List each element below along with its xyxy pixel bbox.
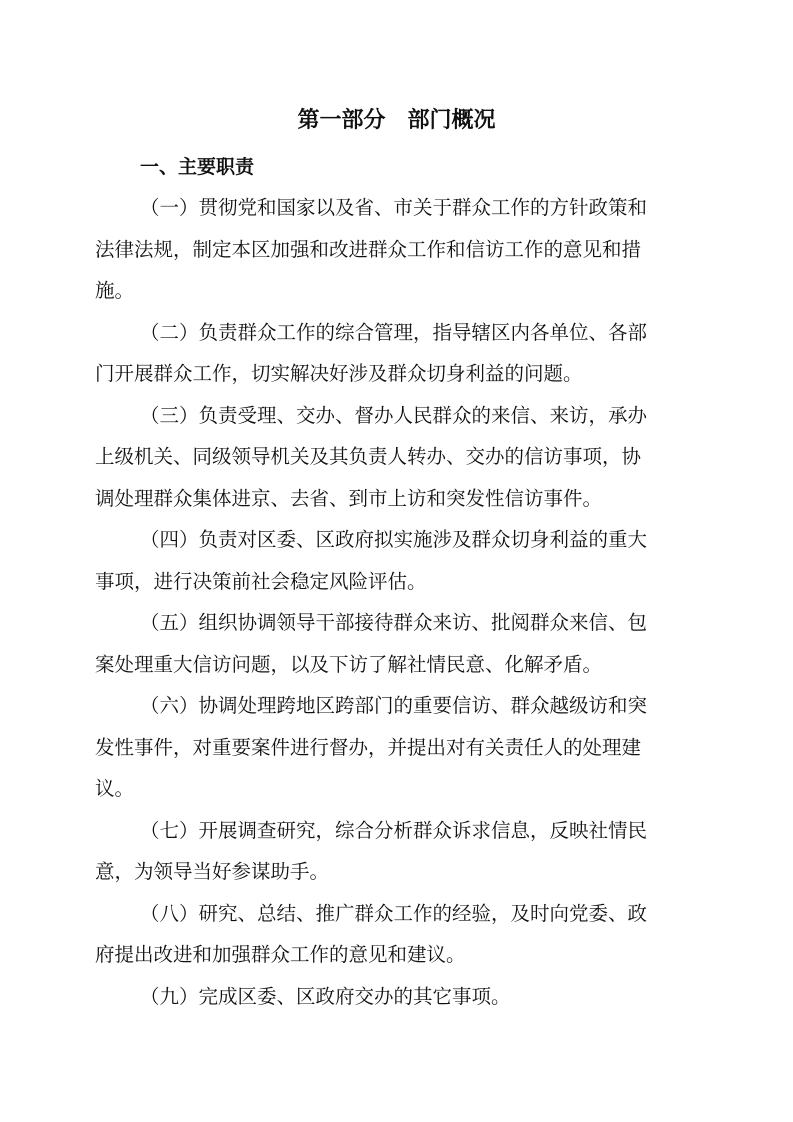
duty-paragraph-8 <box>95 893 685 976</box>
duty-paragraph-1 <box>95 187 685 312</box>
paragraph-line: （五）组织协调领导干部接待群众来访、批阅群众来信、包 <box>140 611 648 634</box>
paragraph-line: （三）负责受理、交办、督办人民群众的来信、来访，承办 <box>140 403 648 427</box>
document-body <box>95 187 685 1017</box>
paragraph-line: 施。 <box>95 279 135 302</box>
duty-paragraph-4 <box>95 519 685 602</box>
duty-paragraph-2 <box>95 312 685 395</box>
paragraph-line: （二）负责群众工作的综合管理，指导辖区内各单位、各部 <box>140 320 648 344</box>
paragraph-line: 府提出改进和加强群众工作的意见和建议。 <box>95 943 466 966</box>
paragraph-line: 案处理重大信访问题，以及下访了解社情民意、化解矛盾。 <box>95 652 603 676</box>
paragraph-line: 上级机关、同级领导机关及其负责人转办、交办的信访事项，协 <box>95 445 642 468</box>
paragraph-line: （九）完成区委、区政府交办的其它事项。 <box>140 984 511 1008</box>
paragraph-line: （四）负责对区委、区政府拟实施涉及群众切身利益的重大 <box>140 528 648 551</box>
paragraph-line: 门开展群众工作，切实解决好涉及群众切身利益的问题。 <box>95 362 583 385</box>
paragraph-line: 意，为领导当好参谋助手。 <box>95 860 330 883</box>
paragraph-line: 调处理群众集体进京、去省、到市上访和突发性信访事件。 <box>95 486 603 510</box>
duty-paragraph-3 <box>95 395 685 520</box>
duty-paragraph-5 <box>95 602 685 685</box>
duty-paragraph-9 <box>140 976 685 1018</box>
duty-paragraph-7 <box>95 810 685 893</box>
paragraph-line: （八）研究、总结、推广群众工作的经验，及时向党委、政 <box>140 901 648 925</box>
paragraph-line: 事项，进行决策前社会稳定风险评估。 <box>95 569 427 593</box>
section-heading: 一、主要职责 <box>140 156 255 178</box>
paragraph-line: 发性事件，对重要案件进行督办，并提出对有关责任人的处理建 <box>95 735 642 759</box>
page-title: 第一部分 部门概况 <box>297 108 496 133</box>
paragraph-line: 法律法规，制定本区加强和改进群众工作和信访工作的意见和措 <box>95 237 642 261</box>
paragraph-line: 议。 <box>95 777 135 800</box>
paragraph-line: （一）贯彻党和国家以及省、市关于群众工作的方针政策和 <box>140 196 648 219</box>
paragraph-line: （六）协调处理跨地区跨部门的重要信访、群众越级访和突 <box>140 694 648 717</box>
paragraph-line: （七）开展调查研究，综合分析群众诉求信息，反映社情民 <box>140 818 648 842</box>
duty-paragraph-6 <box>95 685 685 810</box>
